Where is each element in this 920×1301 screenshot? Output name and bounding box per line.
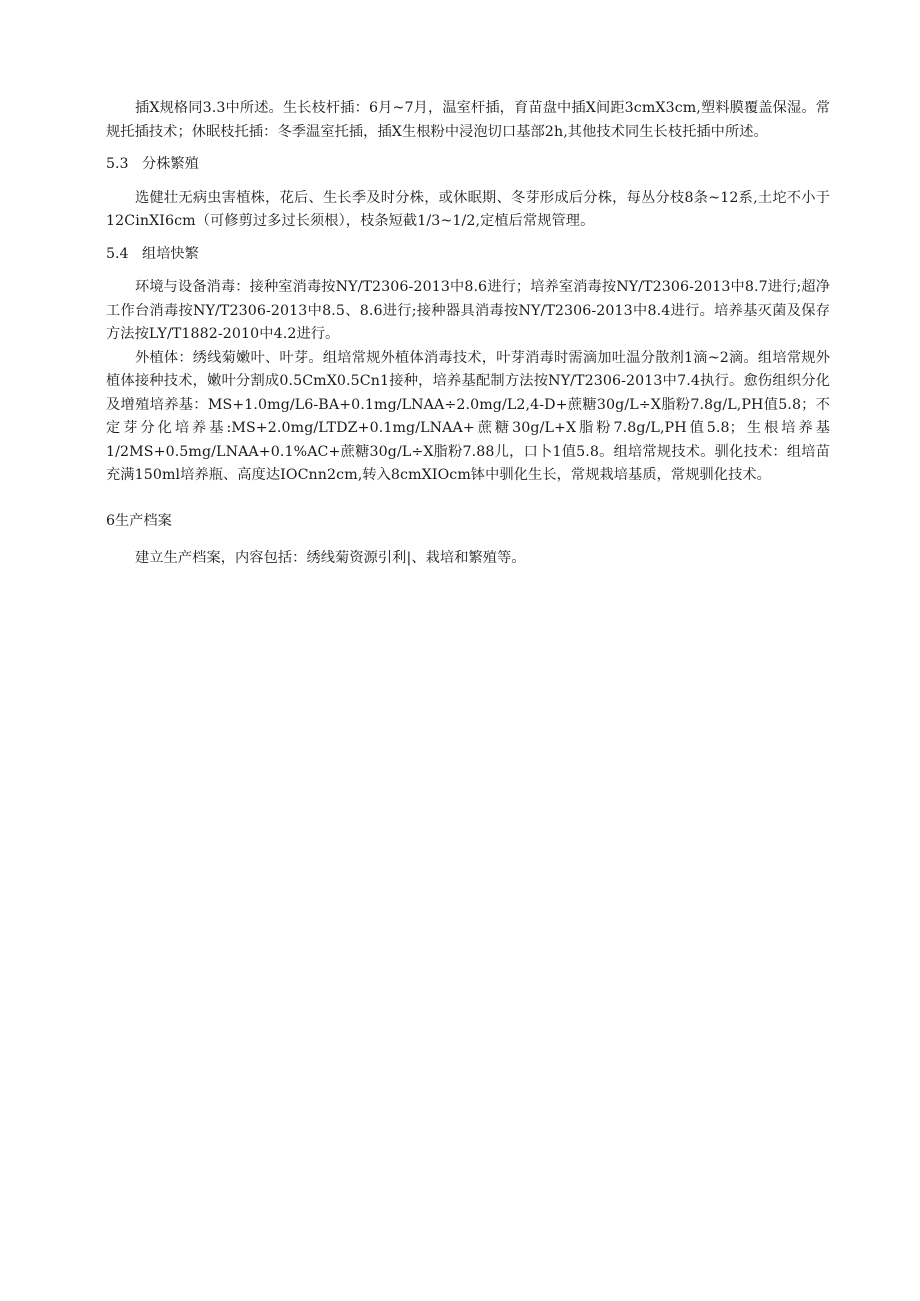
paragraph-division-propagation: 选健壮无病虫害植株，花后、生长季及时分株，或休眠期、冬芽形成后分株，每丛分枝8条~12系,土坨不小于12CinXI6cm（可修剪过多过长须根），枝条短截1/3~1/2,定植后常规管理。 <box>106 189 830 229</box>
section-heading-5-4 <box>106 243 830 267</box>
paragraph-production-records: 建立生产档案，内容包括：绣线菊资源引利|、栽培和繁殖等。 <box>135 550 526 566</box>
section-title: 组培快繁 <box>142 245 199 262</box>
paragraph-disinfection: 环境与设备消毒：接种室消毒按NY/T2306-2013中8.6进行；培养室消毒按NY/T2306-2013中8.7进行;超净工作台消毒按NY/T2306-2013中8.5、8.6进行;接种器具消毒按NY/T2306-2013中8.4进行。培养基灭菌及保存方法按LY/T1882-2010中4.2进行。 <box>106 279 830 342</box>
section-heading-6: 6生产档案 <box>106 512 172 529</box>
paragraph-explant: 外植体：绣线菊嫩叶、叶芽。组培常规外植体消毒技术，叶芽消毒时需滴加吐温分散剂1滴~2滴。组培常规外植体接种技术，嫩叶分割成0.5CmX0.5Cn1接种，培养基配制方法按NY/T2306-2013中7.4执行。愈伤组织分化及增殖培养基：MS+1.0mg/L6-BA+0.1mg/LNAA÷2.0mg/L2,4-D+蔗糖30g/L÷X脂粉7.8g/L,PH值5.8；不定芽分化培养基:MS+2.0mg/LTDZ+0.1mg/LNAA+蔗糖30g/L+X脂粉7.8g/L,PH值5.8；生根培养基1/2MS+0.5mg/LNAA+0.1%AC+蔗糖30g/L÷X脂粉7.88儿，口卜1值5.8。组培常规技术。驯化技术：组培苗充满150ml培养瓶、高度达IOCnn2cm,转入8cmXIOcm钵中驯化生长，常规栽培基质，常规驯化技术。 <box>106 349 830 483</box>
section-title: 分株繁殖 <box>142 156 199 172</box>
document-page <box>106 97 830 571</box>
section-number: 5.3 <box>106 156 129 172</box>
paragraph-cutting-continued: 插X规格同3.3中所述。生长枝杆插：6月~7月，温室杆插，育苗盘中插X间距3cmX3cm,塑料膜覆盖保湿。常规托插技术；休眠枝托插：冬季温室托插，插X生根粉中浸泡切口基部2h,其他技术同生长枝托插中所述。 <box>106 100 830 140</box>
section-number: 5.4 <box>106 245 129 262</box>
section-heading-5-3 <box>106 153 830 177</box>
